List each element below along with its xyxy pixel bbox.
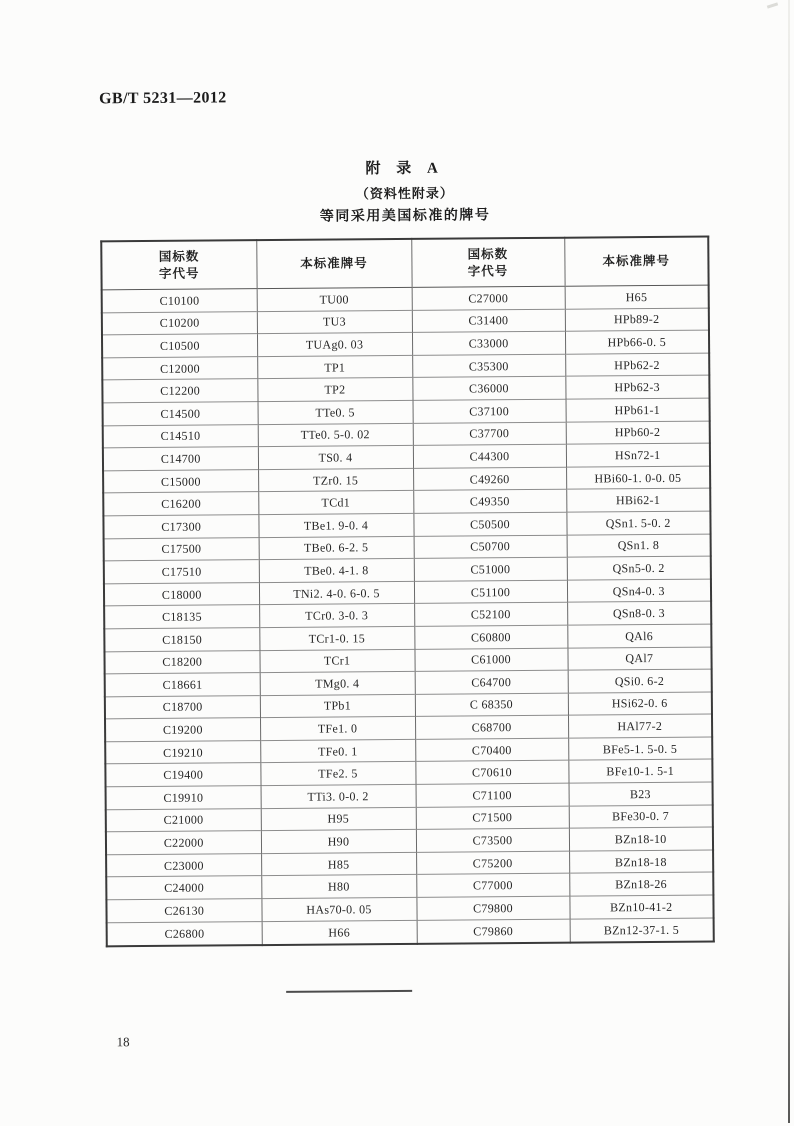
table-cell: C75200 (416, 851, 569, 875)
table-cell: C19210 (105, 740, 260, 764)
table-cell: C50500 (413, 512, 566, 536)
table-cell: TCr0. 3-0. 3 (259, 604, 414, 628)
header-text-line: 本标准牌号 (602, 253, 670, 269)
table-cell: C51100 (414, 580, 567, 604)
table-cell: TU3 (257, 310, 412, 334)
table-cell: C71500 (416, 806, 569, 830)
col-header-designation-right (564, 237, 708, 287)
table-cell: H65 (565, 285, 709, 309)
table-cell: TP2 (257, 378, 412, 402)
table-cell: C35300 (412, 354, 565, 378)
table-cell: HPb62-3 (565, 375, 709, 399)
table-cell: C52100 (414, 603, 567, 627)
table-cell: C71100 (416, 783, 569, 807)
table-cell: C31400 (412, 309, 565, 333)
table-cell: C17500 (104, 537, 259, 561)
table-cell: TCr1 (259, 649, 414, 673)
table-cell: HPb60-2 (566, 421, 710, 445)
page-number: 18 (116, 1034, 130, 1050)
header-text-line: 本标准牌号 (300, 256, 368, 271)
table-cell: BZn18-10 (569, 827, 713, 851)
table-cell: BZn10-41-2 (569, 895, 713, 919)
col-header-gb-code-left (101, 240, 256, 290)
table-cell: C79800 (416, 896, 569, 920)
table-cell: HAl77-2 (568, 714, 712, 738)
table-cell: QSn4-0. 3 (567, 579, 711, 603)
table-cell: TCd1 (258, 491, 413, 515)
table-cell: HPb89-2 (565, 308, 709, 332)
table-cell: H90 (261, 830, 416, 854)
table-cell: C61000 (414, 648, 567, 672)
table-cell: C79860 (417, 919, 570, 944)
table-cell: C21000 (106, 808, 261, 832)
table-cell: C23000 (106, 853, 261, 877)
table-cell: HPb66-0. 5 (565, 330, 709, 354)
table-cell: C50700 (414, 535, 567, 559)
appendix-heading: 等同采用美国标准的牌号 (319, 208, 491, 225)
table-row (107, 918, 714, 947)
col-header-gb-code-right (411, 238, 564, 288)
table-cell: TU00 (257, 287, 412, 311)
table-cell: QSn8-0. 3 (567, 601, 711, 625)
table-cell: C51000 (414, 557, 567, 581)
table-cell: C24000 (106, 876, 261, 900)
table-cell: TUAg0. 03 (257, 333, 412, 357)
table-cell: C17300 (103, 515, 258, 539)
standard-code: GB/T 5231—2012 (99, 89, 227, 108)
table-cell: C18700 (105, 695, 260, 719)
table-cell: TMg0. 4 (260, 671, 415, 695)
table-cell: C18200 (104, 650, 259, 674)
table-cell: QSi0. 6-2 (568, 669, 712, 693)
table-cell: BFe30-0. 7 (569, 805, 713, 829)
table-cell: C49350 (413, 490, 566, 514)
table-cell: TNi2. 4-0. 6-0. 5 (259, 581, 414, 605)
table-cell: C 68350 (415, 693, 568, 717)
table-cell: TBe0. 6-2. 5 (259, 536, 414, 560)
table-cell: H85 (261, 852, 416, 876)
table-cell: H80 (261, 875, 416, 899)
table-cell: C37700 (413, 422, 566, 446)
table-cell: TCr1-0. 15 (259, 626, 414, 650)
table-cell: TFe1. 0 (260, 717, 415, 741)
table-cell: C68700 (415, 715, 568, 739)
table-cell: C36000 (412, 377, 565, 401)
table-cell: TTe0. 5 (258, 400, 413, 424)
table-cell: C10500 (102, 334, 257, 358)
designation-table-body (102, 285, 714, 946)
appendix-title: 附 录 A (365, 160, 444, 178)
table-cell: C77000 (416, 874, 569, 898)
table-cell: C22000 (106, 831, 261, 855)
table-cell: HAs70-0. 05 (261, 897, 416, 921)
table-cell: C18150 (104, 628, 259, 652)
table-cell: C18661 (105, 673, 260, 697)
table-cell: C18000 (104, 582, 259, 606)
table-cell: TTe0. 5-0. 02 (258, 423, 413, 447)
table-cell: C14700 (103, 447, 258, 471)
header-text-line: 国标数 (467, 246, 509, 261)
table-cell: C14500 (103, 402, 258, 426)
table-cell: C19400 (105, 763, 260, 787)
table-cell: HPb61-1 (566, 398, 710, 422)
table-cell: TBe0. 4-1. 8 (259, 559, 414, 583)
table-cell: C73500 (416, 828, 569, 852)
table-cell: H66 (262, 920, 417, 945)
table-cell: HPb62-2 (565, 353, 709, 377)
table-cell: C10200 (102, 311, 257, 335)
appendix-subtitle: （资料性附录） (355, 185, 454, 202)
table-cell: C19910 (106, 786, 261, 810)
table-cell: C37100 (413, 399, 566, 423)
table-cell: C10100 (102, 289, 257, 313)
table-cell: HBi62-1 (566, 488, 710, 512)
table-cell: C14510 (103, 424, 258, 448)
table-cell: BFe5-1. 5-0. 5 (568, 737, 712, 761)
table-cell: H95 (261, 807, 416, 831)
table-cell: QSn1. 8 (567, 534, 711, 558)
table-cell: TTi3. 0-0. 2 (261, 784, 416, 808)
table-cell: C16200 (103, 492, 258, 516)
designation-table (100, 236, 715, 948)
table-cell: TS0. 4 (258, 446, 413, 470)
table-cell: C33000 (412, 331, 565, 355)
table-cell: C60800 (414, 625, 567, 649)
table-header-row (101, 237, 708, 290)
table-cell: C64700 (415, 670, 568, 694)
table-cell: TFe0. 1 (260, 739, 415, 763)
table-cell: C44300 (413, 444, 566, 468)
table-cell: C12200 (102, 379, 257, 403)
table-cell: C12000 (102, 356, 257, 380)
col-header-designation-left (256, 239, 411, 289)
header-text-line: 字代号 (158, 266, 200, 281)
table-cell: C70610 (415, 761, 568, 785)
table-cell: TP1 (257, 355, 412, 379)
table-cell: C19200 (105, 718, 260, 742)
table-cell: QSn1. 5-0. 2 (566, 511, 710, 535)
end-of-appendix-rule (286, 990, 412, 993)
table-cell: C27000 (412, 286, 565, 310)
table-cell: QAl6 (567, 624, 711, 648)
table-cell: B23 (569, 782, 713, 806)
table-cell: TFe2. 5 (260, 762, 415, 786)
table-cell: C17510 (104, 560, 259, 584)
header-text-line: 国标数 (158, 249, 200, 264)
table-cell: C70400 (415, 738, 568, 762)
table-cell: BFe10-1. 5-1 (568, 760, 712, 784)
table-cell: BZn18-26 (569, 872, 713, 896)
table-cell: C15000 (103, 469, 258, 493)
table-cell: C26130 (106, 899, 261, 923)
table-cell: BZn18-18 (569, 850, 713, 874)
table-cell: QAl7 (567, 647, 711, 671)
table-cell: C49260 (413, 467, 566, 491)
scan-edge-artifact (788, 0, 790, 1123)
table-cell: BZn12-37-1. 5 (570, 918, 714, 943)
table-cell: TZr0. 15 (258, 468, 413, 492)
table-cell: QSn5-0. 2 (567, 556, 711, 580)
table-cell: C26800 (107, 921, 262, 946)
table-cell: TBe1. 9-0. 4 (258, 513, 413, 537)
table-cell: HSi62-0. 6 (568, 692, 712, 716)
table-cell: HSn72-1 (566, 443, 710, 467)
table-cell: TPb1 (260, 694, 415, 718)
table-cell: C18135 (104, 605, 259, 629)
header-text-line: 字代号 (467, 263, 509, 278)
table-cell: HBi60-1. 0-0. 05 (566, 466, 710, 490)
